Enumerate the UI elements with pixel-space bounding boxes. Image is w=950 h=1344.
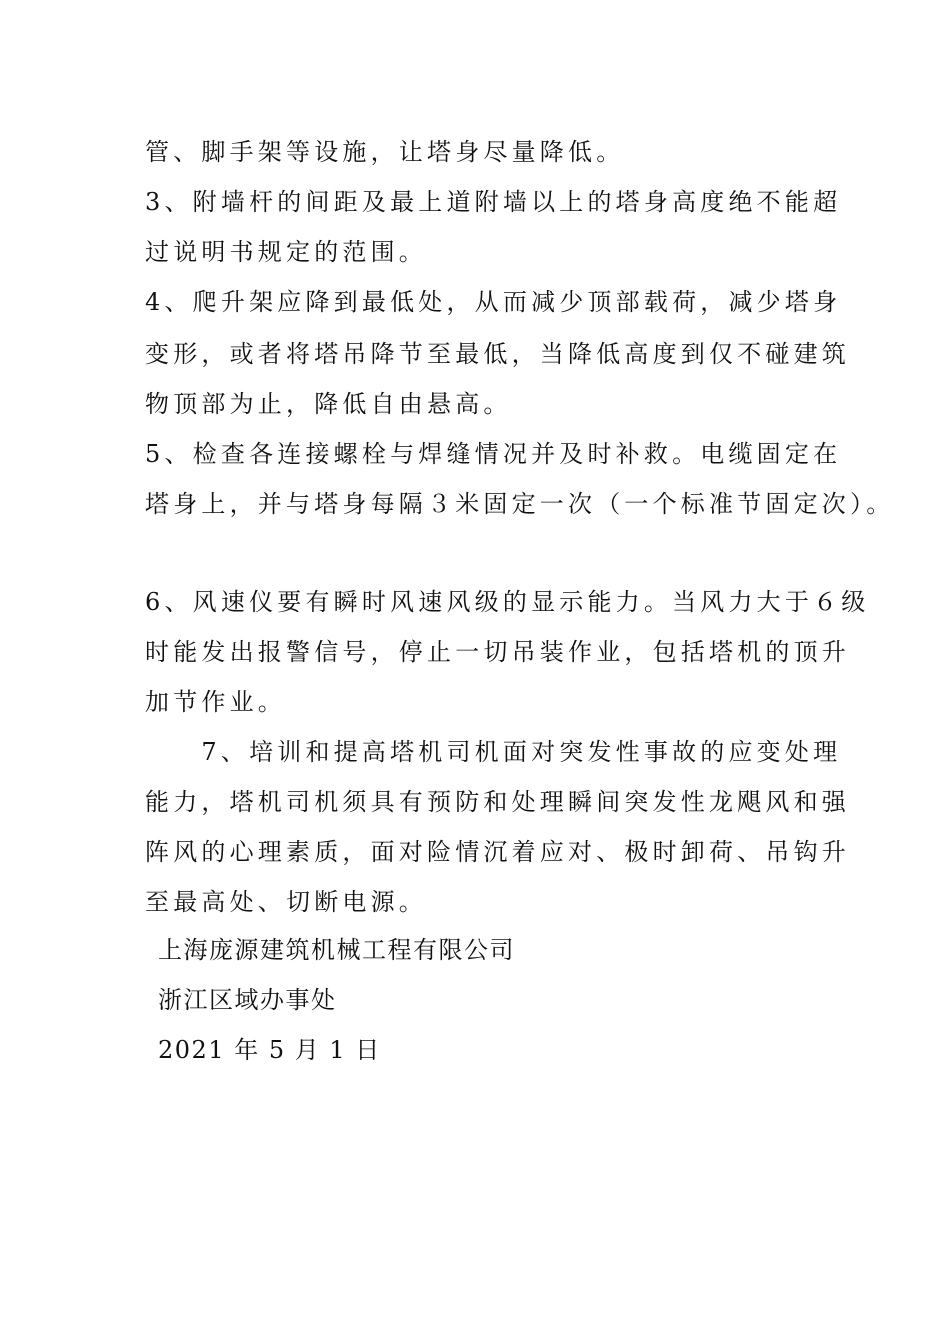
text-line: 3、附墙杆的间距及最上道附墙以上的塔身高度绝不能超 [145,188,842,216]
office-name: 浙江区域办事处 [158,986,337,1014]
text-line: 能力，塔机司机须具有预防和处理瞬间突发性龙飓风和强 [145,788,850,816]
text-line: 4、爬升架应降到最低处，从而减少顶部载荷，减少塔身 [145,288,842,316]
text-line: 6、风速仪要有瞬时风速风级的显示能力。当风力大于６级 [145,588,870,616]
text-line: 物顶部为止，降低自由悬高。 [145,390,512,418]
text-line: 至最高处、切断电源。 [145,888,427,916]
company-name: 上海庞源建筑机械工程有限公司 [158,936,515,964]
text-line: 5、检查各连接螺栓与焊缝情况并及时补救。电缆固定在 [145,440,842,468]
text-line: 7、培训和提高塔机司机面对突发性事故的应变处理 [145,738,842,766]
document-date: 2021 年 5 月 1 日 [158,1036,381,1064]
text-line: 过说明书规定的范围。 [145,238,427,266]
text-line: 变形，或者将塔吊降节至最低，当降低高度到仅不碰建筑 [145,340,850,368]
text-line: 塔身上，并与塔身每隔３米固定一次（一个标准节固定次）。 [145,490,895,518]
text-line: 加节作业。 [145,688,286,716]
text-line: 阵风的心理素质，面对险情沉着应对、极时卸荷、吊钩升 [145,838,850,866]
text-line: 管、脚手架等设施，让塔身尽量降低。 [145,138,625,166]
text-line: 时能发出报警信号，停止一切吊装作业，包括塔机的顶升 [145,638,850,666]
